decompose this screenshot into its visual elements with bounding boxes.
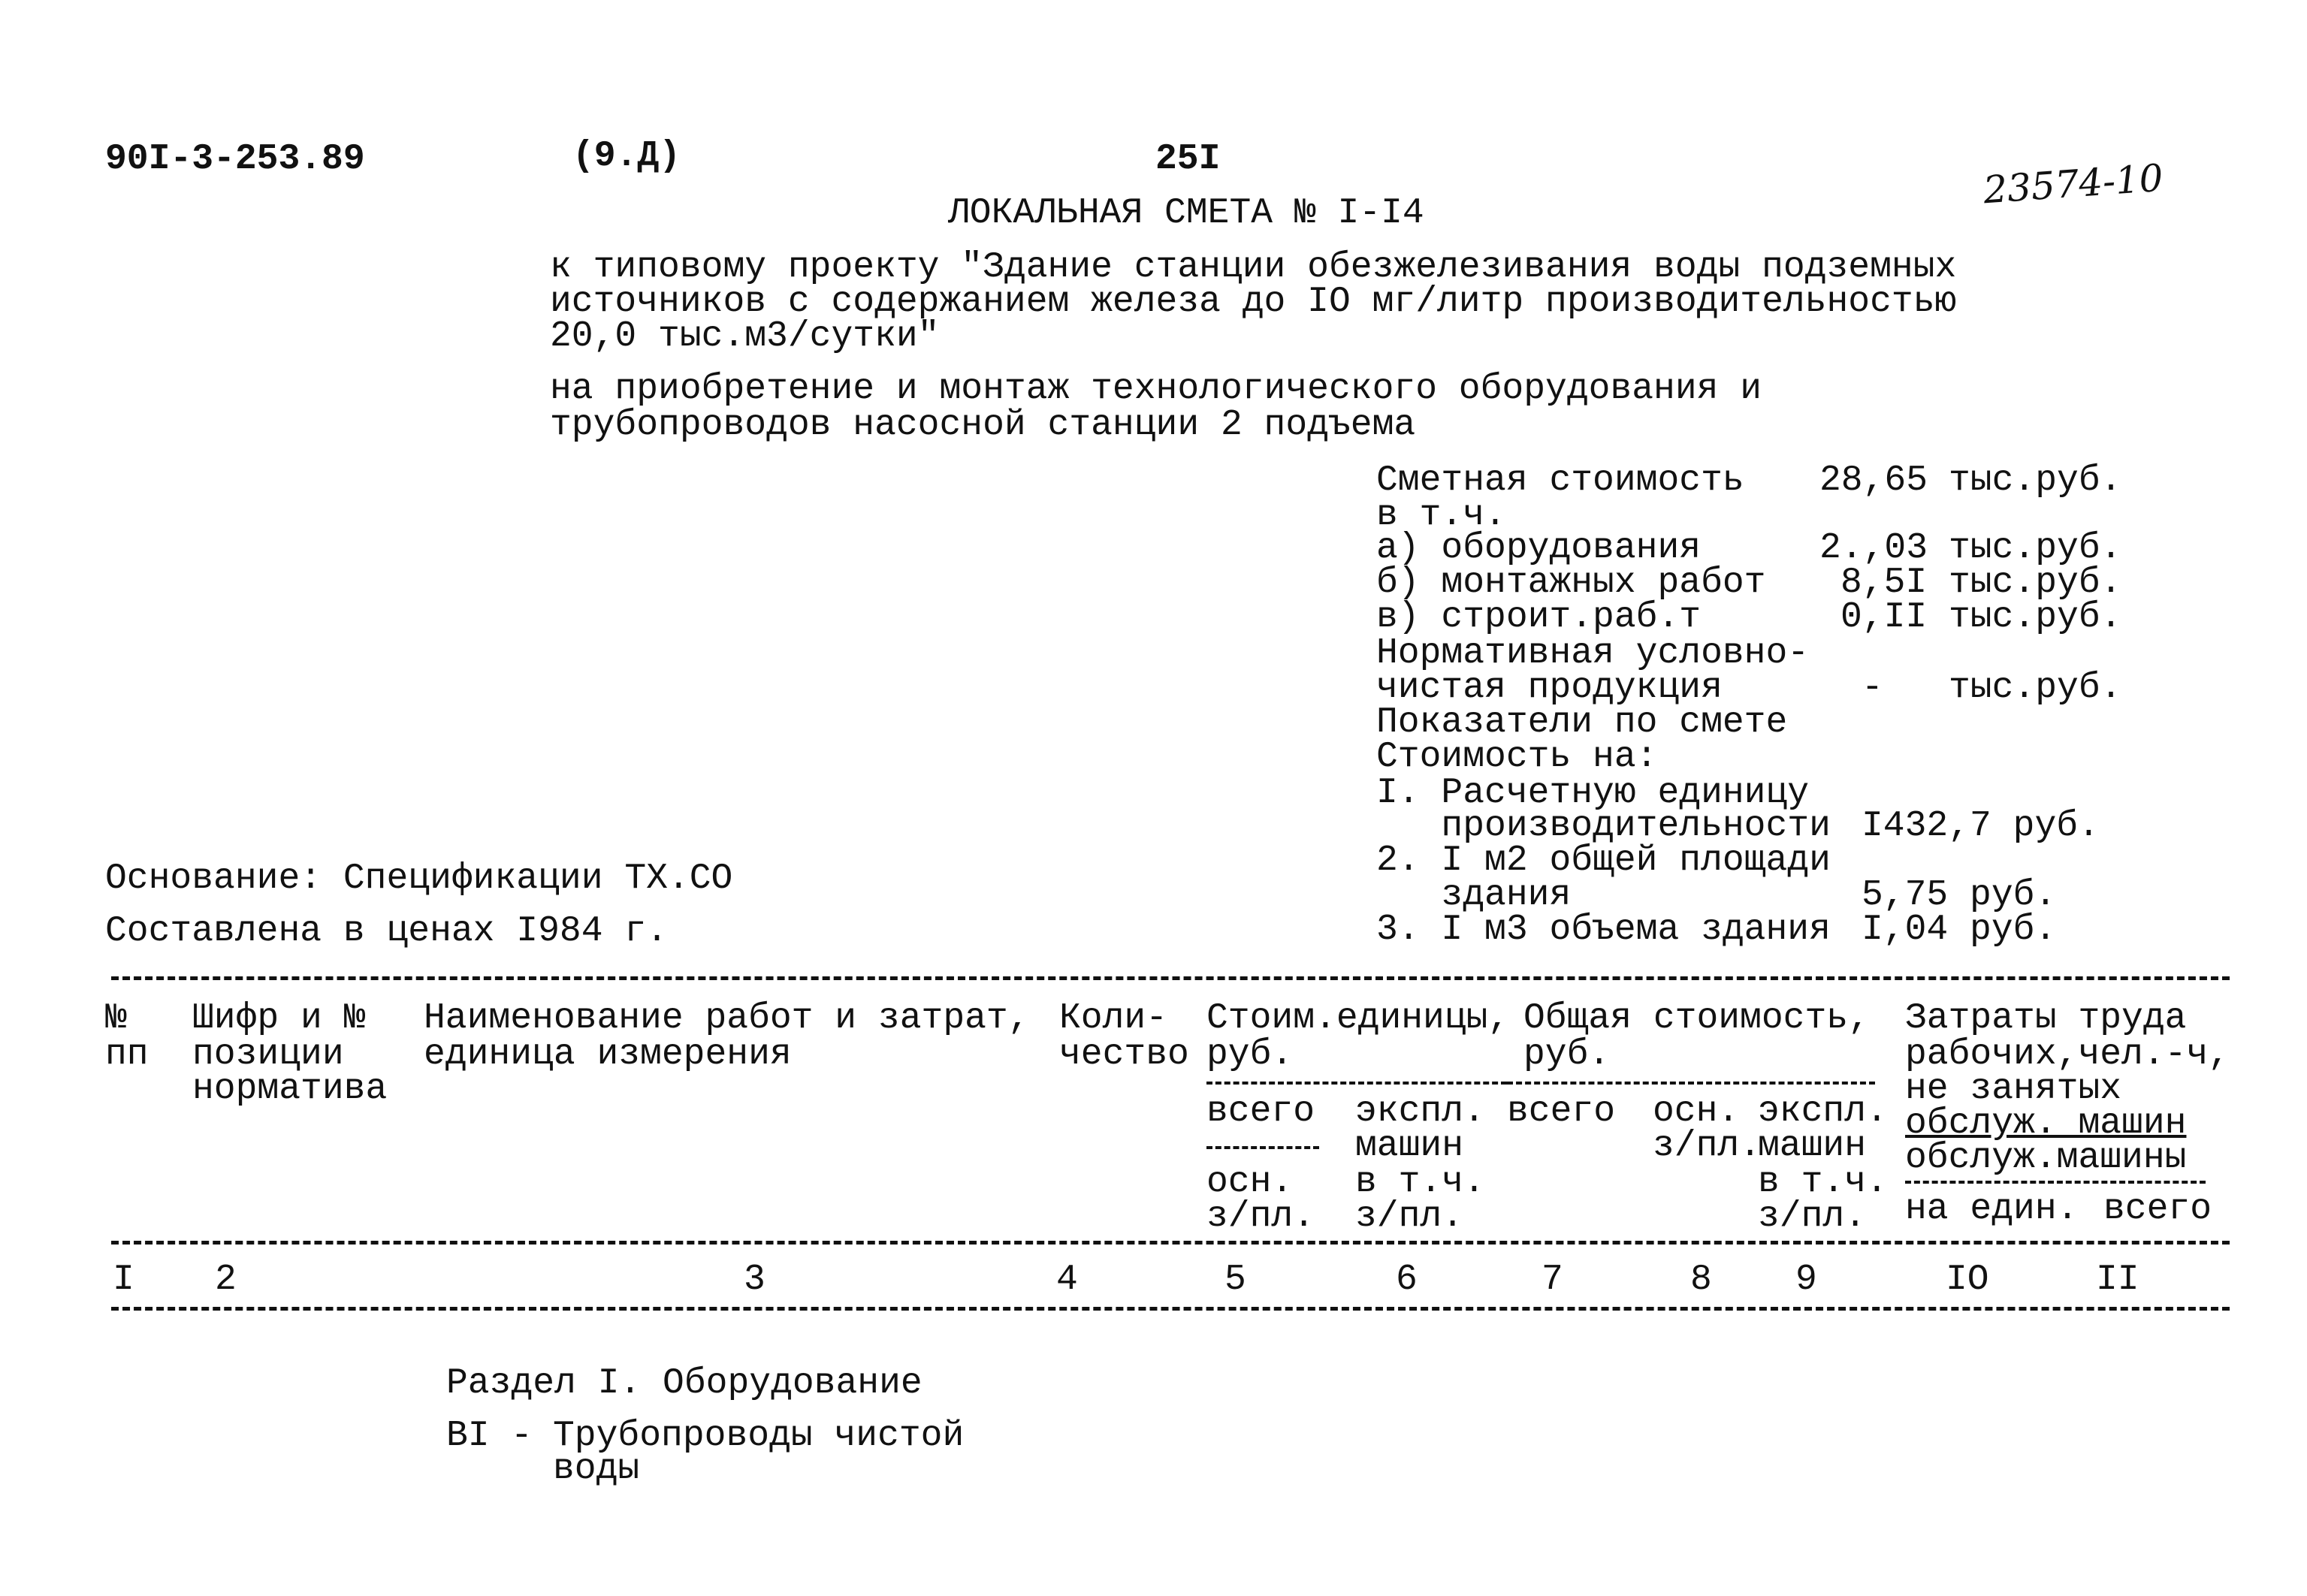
col-name-header-1: Наименование работ и затрат, <box>424 998 1030 1039</box>
table-header-rule <box>111 1241 2230 1245</box>
col-unit-mach-header-3: в т.ч. <box>1355 1162 1485 1202</box>
col-total-mach-header-3: в т.ч. <box>1758 1162 1888 1202</box>
col-unit-mach-header-2: машин <box>1355 1126 1464 1166</box>
description-line-1: к типовому проекту "Здание станции обезжелезивания воды подземных <box>550 247 1957 288</box>
basis-prices: Составлена в ценах I984 г. <box>105 911 668 952</box>
page-number: 25I <box>1155 139 1221 180</box>
normative-label-2: чистая продукция <box>1376 668 1723 708</box>
equipment-value: 2.,03 <box>1819 528 1928 569</box>
col-number-header-1: № <box>105 998 127 1039</box>
col-code-header-1: Шифр и № <box>192 998 366 1039</box>
subsection-dash: - <box>511 1416 533 1456</box>
document-code: 90I-3-253.89 <box>105 139 365 180</box>
indicator-1-value: I432,7 руб. <box>1862 806 2100 846</box>
col-total-cost-header-1: Общая стоимость, <box>1523 998 1870 1039</box>
indicator-3-label: 3. I м3 объема здания <box>1376 910 1831 950</box>
col-labor-header-5: обслуж.машины <box>1905 1138 2187 1178</box>
description-line-3: 20,0 тыс.м3/сутки" <box>550 316 940 357</box>
column-number-11: II <box>2096 1260 2139 1300</box>
col-name-header-2: единица измерения <box>424 1034 792 1075</box>
col-unit-mach-header-1: экспл. <box>1355 1091 1485 1132</box>
normative-label-1: Нормативная условно- <box>1376 633 1810 674</box>
column-number-6: 6 <box>1396 1260 1418 1300</box>
col-total-all-header: всего <box>1507 1091 1616 1132</box>
normative-unit: тыс.руб. <box>1949 668 2122 708</box>
column-number-7: 7 <box>1542 1260 1563 1300</box>
table-columns-rule <box>111 1307 2230 1311</box>
including-label: в т.ч. <box>1376 495 1506 536</box>
column-number-5: 5 <box>1224 1260 1246 1300</box>
cost-on-label: Стоимость на: <box>1376 737 1658 777</box>
column-number-2: 2 <box>215 1260 237 1300</box>
col-total-osn-header-2: з/пл. <box>1653 1126 1762 1166</box>
col-unit-cost-header-1: Стоим.единицы, <box>1206 998 1510 1039</box>
col-total-osn-header-1: осн. <box>1653 1091 1740 1132</box>
col-labor-header-3: не занятых <box>1905 1069 2122 1109</box>
col-unit-osn-header-1: осн. <box>1206 1162 1294 1202</box>
col-unit-osn-header-2: з/пл. <box>1206 1196 1315 1237</box>
col-unit-cost-header-2: руб. <box>1206 1034 1294 1075</box>
indicator-2-value: 5,75 руб. <box>1862 875 2057 916</box>
indicator-2-label-1: 2. I м2 общей площади <box>1376 840 1831 881</box>
col-total-mach-header-1: экспл. <box>1758 1091 1888 1132</box>
indicator-2-label-2: здания <box>1376 875 1572 916</box>
normative-value: - <box>1862 668 1883 708</box>
indicator-1-label-1: I. Расчетную единицу <box>1376 773 1810 813</box>
installation-unit: тыс.руб. <box>1949 563 2122 603</box>
column-number-1: I <box>113 1260 134 1300</box>
col-code-header-2: позиции <box>192 1034 344 1075</box>
col-labor-header-4: обслуж. машин <box>1905 1103 2187 1144</box>
total-cost-value: 28,65 <box>1819 460 1928 501</box>
subsection-label-1: Трубопроводы чистой <box>553 1416 965 1456</box>
col-unit-total-header: всего <box>1206 1091 1315 1132</box>
description-line-4: на приобретение и монтаж технологического оборудования и <box>550 369 1762 409</box>
col-quantity-header-2: чество <box>1059 1034 1189 1075</box>
handwritten-number: 23574-10 <box>1982 155 2165 213</box>
indicators-label: Показатели по смете <box>1376 702 1788 743</box>
subsection-code: BI <box>446 1416 490 1456</box>
description-line-2: источников с содержанием железа до IO мг/литр производительностью <box>550 282 1957 322</box>
col-code-header-3: норматива <box>192 1069 388 1109</box>
equipment-unit: тыс.руб. <box>1949 528 2122 569</box>
equipment-label: а) оборудования <box>1376 528 1702 569</box>
total-cost-label: Сметная стоимость <box>1376 460 1744 501</box>
construction-label: в) строит.раб.т <box>1376 597 1702 638</box>
album-number: (9.Д) <box>572 136 681 176</box>
construction-unit: тыс.руб. <box>1949 597 2122 638</box>
column-number-4: 4 <box>1056 1260 1078 1300</box>
column-number-10: IO <box>1946 1260 1989 1300</box>
col-total-mach-header-4: з/пл. <box>1758 1196 1867 1237</box>
installation-label: б) монтажных работ <box>1376 563 1766 603</box>
table-top-rule <box>111 976 2230 980</box>
col-labor-header-2: рабочих,чел.-ч, <box>1905 1034 2230 1075</box>
col-total-cost-header-2: руб. <box>1523 1034 1611 1075</box>
col-labor-per-unit-header: на един. <box>1905 1189 2079 1229</box>
basis-foundation: Основание: Спецификации ТХ.СО <box>105 858 733 899</box>
total-cost-unit: тыс.руб. <box>1949 460 2122 501</box>
column-number-3: 3 <box>744 1260 765 1300</box>
installation-value: 8,5I <box>1840 563 1928 603</box>
column-number-8: 8 <box>1690 1260 1712 1300</box>
col-total-mach-header-2: машин <box>1758 1126 1867 1166</box>
column-number-9: 9 <box>1795 1260 1817 1300</box>
indicator-1-label-2: производительности <box>1376 806 1831 846</box>
subsection-label-2: воды <box>553 1449 640 1489</box>
col-number-header-2: пп <box>105 1034 149 1075</box>
col-labor-total-header: всего <box>2103 1189 2212 1229</box>
col-labor-header-1: Затраты труда <box>1905 998 2187 1039</box>
col-quantity-header-1: Коли- <box>1059 998 1168 1039</box>
description-line-5: трубопроводов насосной станции 2 подъема <box>550 405 1416 445</box>
col-unit-mach-header-4: з/пл. <box>1355 1196 1464 1237</box>
document-title: ЛОКАЛЬНАЯ СМЕТА № I-I4 <box>948 193 1424 234</box>
section-title: Раздел I. Оборудование <box>446 1363 922 1404</box>
construction-value: 0,II <box>1840 597 1928 638</box>
indicator-3-value: I,04 руб. <box>1862 910 2057 950</box>
